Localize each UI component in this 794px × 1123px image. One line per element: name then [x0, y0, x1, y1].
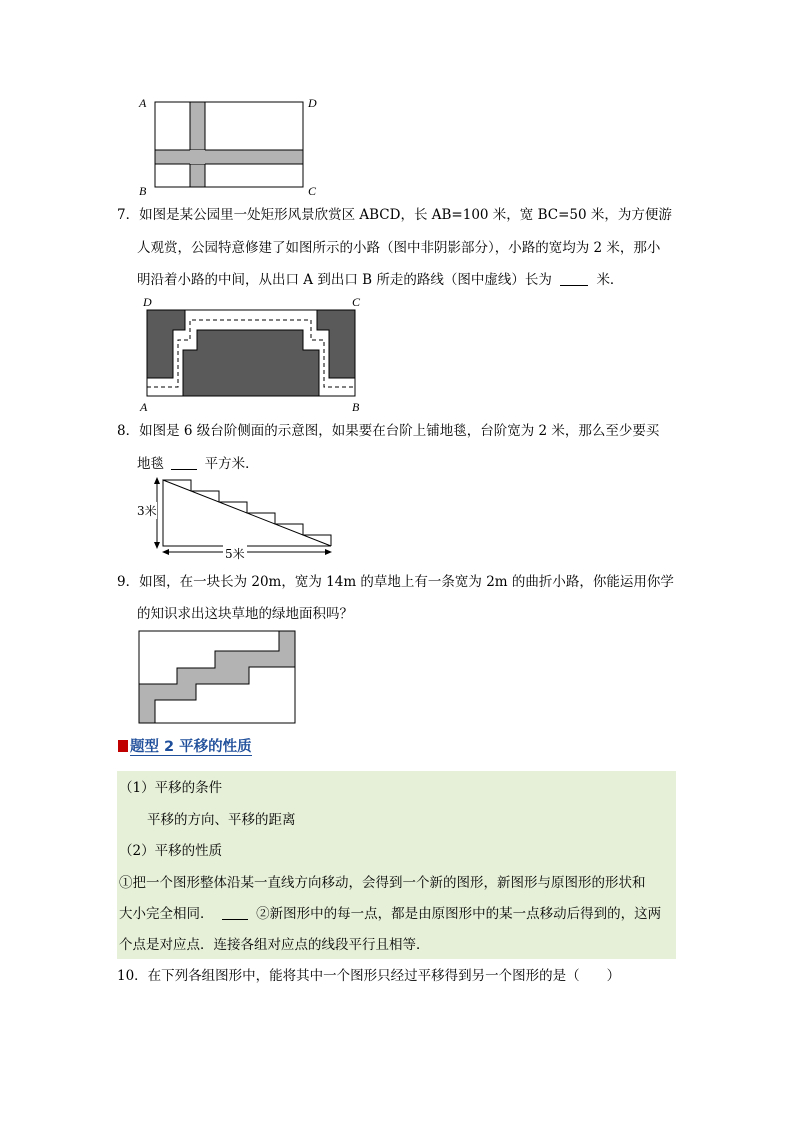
width-label: 5米 — [225, 547, 245, 561]
label-d: D — [308, 96, 317, 110]
q9-line-1: 9．如图，在一块长为 20m，宽为 14m 的草地上有一条宽为 2m 的曲折小路，你能运用你学 — [117, 574, 674, 590]
box-p5 — [119, 904, 661, 924]
q7-line-3-end: 米． — [596, 272, 624, 288]
q9-line-2: 的知识求出这块草地的绿地面积吗？ — [137, 606, 353, 622]
q8-answer-blank[interactable] — [171, 455, 197, 470]
label-b: B — [352, 400, 360, 414]
label-a: A — [140, 400, 148, 414]
q8-line-2-end: 平方米． — [204, 456, 259, 472]
section-marker-icon — [118, 740, 128, 752]
q8-line-1: 8．如图是 6 级台阶侧面的示意图，如果要在台阶上铺地毯，台阶宽为 2 米，那么至少要买 — [117, 423, 660, 439]
grass-path-diagram — [138, 630, 298, 725]
q7-answer-blank[interactable] — [560, 271, 588, 286]
q10-text: 10．在下列各组图形中，能将其中一个图形只经过平移得到另一个图形的是（ ） — [117, 968, 621, 984]
q7-line-3-text: 明沿着小路的中间，从出口 A 到出口 B 所走的路线（图中虚线）长为 — [137, 272, 552, 288]
box-blank[interactable] — [222, 905, 248, 920]
label-b: B — [139, 184, 147, 198]
section-title: 题型 2 平移的性质 — [130, 739, 252, 755]
properties-box — [117, 771, 676, 959]
box-p4: ①把一个图形整体沿某一直线方向移动，会得到一个新的图形，新图形与原图形的形状和 — [119, 875, 646, 891]
q8-line-2-text: 地毯 — [137, 456, 164, 472]
q7-line-3 — [137, 270, 623, 290]
cross-road-diagram — [150, 98, 310, 192]
label-a: A — [139, 96, 147, 110]
section-header — [118, 735, 252, 756]
box-p5-text: 大小完全相同． — [119, 906, 214, 922]
label-d: D — [143, 295, 152, 309]
box-p6: 个点是对应点．连接各组对应点的线段平行且相等． — [119, 937, 430, 953]
q7-line-1: 7．如图是某公园里一处矩形风景欣赏区 ABCD，长 AB=100 米，宽 BC=50 米，为方便游 — [117, 207, 672, 223]
park-path-diagram — [145, 308, 357, 398]
label-c: C — [352, 295, 361, 309]
q7-line-2: 人观赏，公园特意修建了如图所示的小路（图中非阴影部分），小路的宽均为 2 米，那小 — [137, 240, 661, 256]
height-label: 3米 — [137, 504, 157, 518]
box-p3: （2）平移的性质 — [119, 843, 223, 859]
box-p1: （1）平移的条件 — [119, 780, 223, 796]
q8-line-2 — [137, 454, 259, 474]
label-c: C — [308, 184, 317, 198]
box-p5-end: ②新图形中的每一点，都是由原图形中的某一点移动后得到的，这两 — [256, 906, 662, 922]
box-p2: 平移的方向、平移的距离 — [147, 812, 296, 828]
